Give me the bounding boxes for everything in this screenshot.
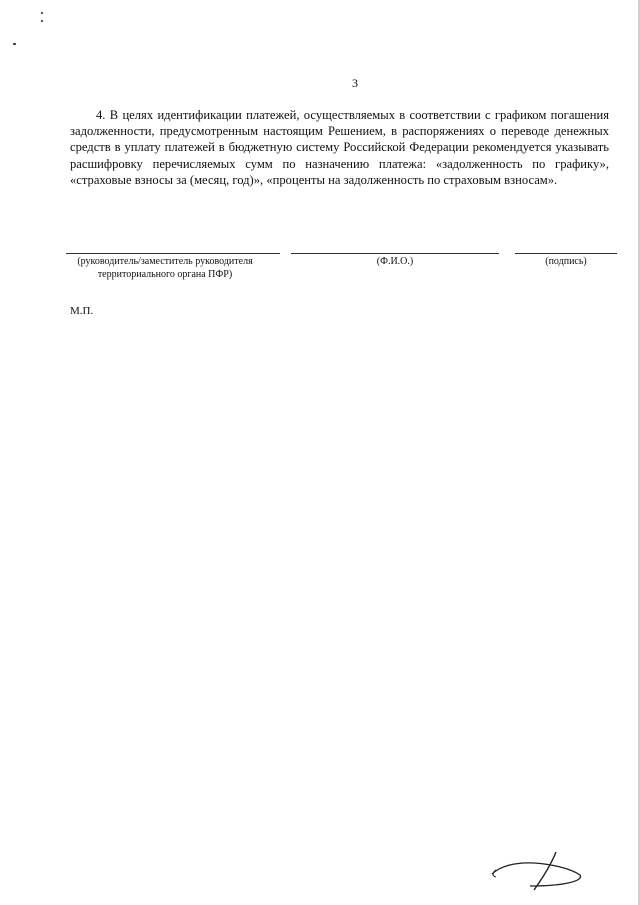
position-line: [66, 253, 280, 254]
scan-speck: [13, 43, 16, 45]
page-number: 3: [352, 76, 358, 90]
stamp-place-label: М.П.: [70, 305, 94, 317]
name-line: [291, 253, 499, 254]
scan-speck: [41, 12, 43, 14]
paragraph-4: 4. В целях идентификации платежей, осуществляемых в соответствии с графиком погашения задолженности, предусмотренным настоящим Решением, в распоряжениях о переводе денежных средств в уплату платежей в бюджетную систему Российской Федерации рекомендуется указывать расшифровку перечисляемых сумм по назначению платежа: «задолженность по графику», «страховые взносы за (месяц, год)», «проценты на задолженность по страховым взносам».: [70, 108, 609, 187]
position-caption: (руководитель/заместитель руководителя территориального органа ПФР): [77, 256, 253, 280]
scan-speck: [41, 20, 43, 22]
signature-line: [515, 253, 617, 254]
handwritten-signature: [486, 848, 586, 896]
signature-caption: (подпись): [545, 256, 587, 267]
name-caption: (Ф.И.О.): [376, 256, 414, 267]
